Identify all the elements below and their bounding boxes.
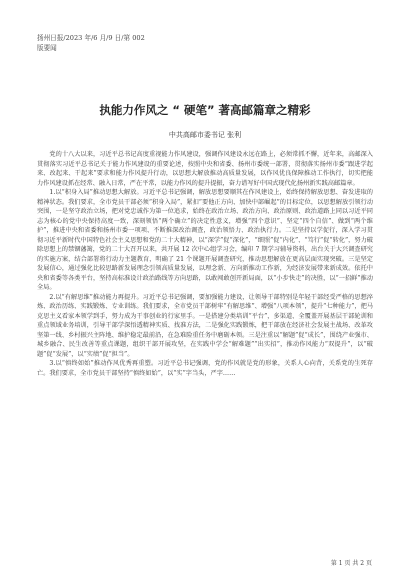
source-line-2: 版要闻 <box>37 43 57 52</box>
article-author: 中共高邮市委书记 张利 <box>168 131 242 139</box>
article-title: 执能力作风之 “ 硬笔” 著高邮篇章之精彩 <box>99 103 311 117</box>
paragraph-section-1: 1.以“积身入局”推动思想大解放。习近平总书记强调，解放思想要顺其在作风建设上，始终保持解放思想、奋发进取的精神状态。我们要求，全市党员干部必须“积身入局”，紧扣“要他正方向、加快中部崛起”的目标定位，以思想解放引领行动突围，一是坚守政治立场，把对党忠诚作为第一位追求，始终在政治立场、政治方向、政治原则、政治道路上同以习近平同志为核心的党中央保持高度一致，深刻领悟“两个确立”的决定性意义，增强“四个意识”、坚定“四个自信”、做到“两个维护”，推进中央和省委和扬州市委一项项、不断推深改治调查，政治领悟力、政治执行力。二是坚持以学促行，深入学习贯彻习近平新时代中国特色社会主义思想和党的二十大精神，以“深学”促“深化”，“细照”促“内化”、“笃行”促“转化”，努力破除思想上的禁锢藩篱，党的二十大召开以来，共开展 12 次中心组学习会，编印 7 期学习辅导资料，出台关于大兴调查研究的实施方案，结合部署将行动力主题教育，明确了 21 个课题开展调查研究，推动思想解放在更高层面实现突破。三是坚定发展信心，通过强化比较思路新发展理念引领高质量发展，以理念新、方向新推动工作新，为经济发展带来新成效。依托中央和省委等各类平台，坚持高标准设计政治路线等方向思路，以敢闯敢创开新局面，以“小步快走”的决胜，以“一招鲜”推动全局。 <box>37 189 373 292</box>
page-number: 第 1 页 共 2 页 <box>330 560 372 567</box>
source-metadata <box>37 34 145 53</box>
paragraph-intro: 党的十八大以来，习近平总书记高度重视能力作风建设，强调作风建设永远在路上，必须常抓不懈，近年来，高邮深入贯彻落实习近平总书记关于能力作风建设的重要论述，按照中央和省委、扬州市委统一部署，贯彻落实扬州市委“跟进学起来、改起来、干起来”要求和能力作风提升行动，以思想大解放推动高质量发展，以作风优良保障推动工作执行，切实把能力作风建设抓在经常、融入日常，严在平常，以能力作风的提升提振，奋力谱写好中国式现代化扬州新实践高邮篇章。 <box>37 151 373 187</box>
paragraph-section-3: 3.以“慎终如始”推动作风优秀再重塑。习近平总书记强调，党的作风就是党的形象，关系人心向背，关系党的生死存亡。我们要求，全市党员干部坚持“慎终如始”，以“实”字当头，严字…… <box>37 360 373 377</box>
paragraph-section-2: 2.以“有解思维”推动能力再提升。习近平总书记强调，要加强能力建设，让领导干部特别是年轻干部经受严格的思想淬炼、政治历练、实践锻炼、专业训练。我们要求，全市党员干部树牢“有解思维”、增强“八项本领”，提升“七种能力”，把马克思主义看家本领学到手，努力成为干事创业的行家里手。一是搭建分类培训“平台”，多渠道、全覆盖开展基层干部轮训和重点领域业务培训，引导干部学深悟透精神实质、找准方法，二是强化实践锻炼，把干部放在经济社会发展主战场、改革攻坚第一线、乡村振兴主阵地、维护稳定最前沿，在急难险重任务中磨砺本领。三是注重以“解题”促“成长”，围绕产业强市、城乡融合、民生改善等重点课题，组织干部开展攻坚，在实践中学会“解难题”“出实招”，推动作风能力“双提升”，以“破题”促“发展”，以“实绩”促“担当”。 <box>37 293 373 358</box>
article-body <box>37 150 373 378</box>
source-line-1: 扬州日报/2023 年/6 月/9 日/第 002 <box>37 34 145 42</box>
